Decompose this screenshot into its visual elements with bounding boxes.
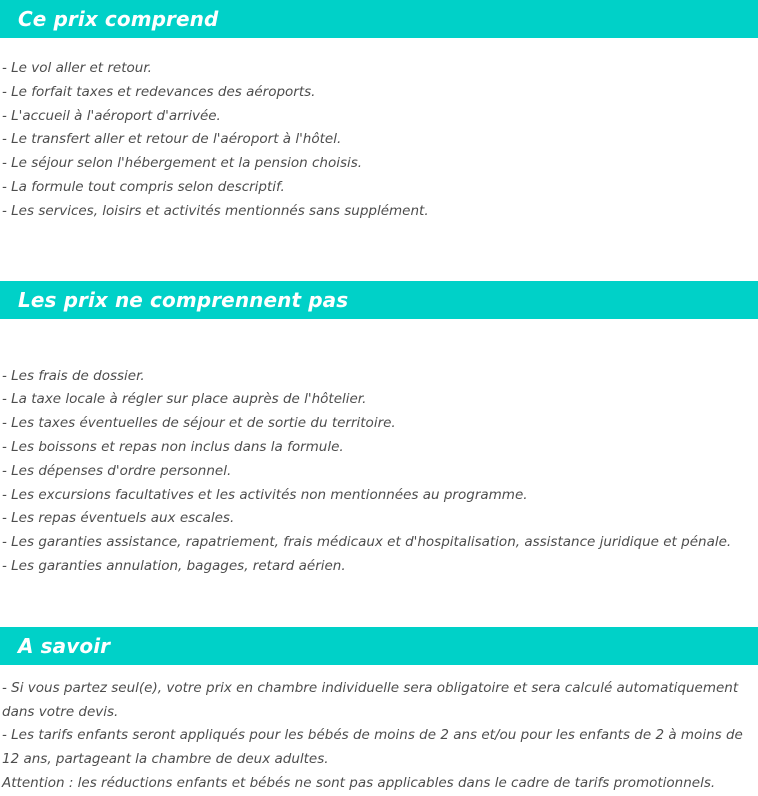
list-item: - Les dépenses d'ordre personnel. xyxy=(2,462,232,479)
list-item: - Les excursions facultatives et les activités non mentionnées au programme. xyxy=(2,486,528,503)
section-body-not-included xyxy=(0,365,758,579)
list-item: - Les garanties annulation, bagages, retard aérien. xyxy=(2,557,346,574)
list-item: - Le forfait taxes et redevances des aéroports. xyxy=(2,83,316,100)
list-item: - Les services, loisirs et activités mentionnés sans supplément. xyxy=(2,202,429,219)
section-gap-1 xyxy=(0,224,758,281)
list-item: - Les boissons et repas non inclus dans la formule. xyxy=(2,438,344,455)
section-header-not-included: Les prix ne comprennent pas xyxy=(0,281,758,319)
list-item: - Le vol aller et retour. xyxy=(2,60,152,76)
list-item: - Les repas éventuels aux escales. xyxy=(2,510,235,527)
list-item: - La taxe locale à régler sur place auprès de l'hôtelier. xyxy=(2,391,367,408)
spacer-after-header-2 xyxy=(0,319,758,365)
section-body-included xyxy=(0,57,758,224)
list-item: - Si vous partez seul(e), votre prix en chambre individuelle sera obligatoire et sera calculé automatiquement dans votre devis. xyxy=(2,679,739,720)
section-header-good-to-know: A savoir xyxy=(0,627,758,665)
list-item: - L'accueil à l'aéroport d'arrivée. xyxy=(2,107,221,124)
list-item: - Les taxes éventuelles de séjour et de sortie du territoire. xyxy=(2,415,396,432)
list-item: - Le séjour selon l'hébergement et la pension choisis. xyxy=(2,155,363,172)
list-item: - La formule tout compris selon descriptif. xyxy=(2,178,285,195)
list-item: - Le transfert aller et retour de l'aéroport à l'hôtel. xyxy=(2,131,342,148)
spacer-after-header-3 xyxy=(0,665,758,677)
list-item: - Les garanties assistance, rapatriement, frais médicaux et d'hospitalisation, assistance juridique et pénale. xyxy=(2,534,732,551)
spacer-after-header-1 xyxy=(0,38,758,57)
section-header-included: Ce prix comprend xyxy=(0,0,758,38)
list-item: - Les frais de dossier. xyxy=(2,367,145,384)
notice-text: Attention : les réductions enfants et bébés ne sont pas applicables dans le cadre de tarifs promotionnels. xyxy=(2,774,716,791)
section-gap-2 xyxy=(0,579,758,627)
list-item: - Les tarifs enfants seront appliqués pour les bébés de moins de 2 ans et/ou pour les enfants de 2 à moins de 12 ans, partageant la chambre de deux adultes. xyxy=(2,727,743,768)
section-body-good-to-know xyxy=(0,677,758,796)
